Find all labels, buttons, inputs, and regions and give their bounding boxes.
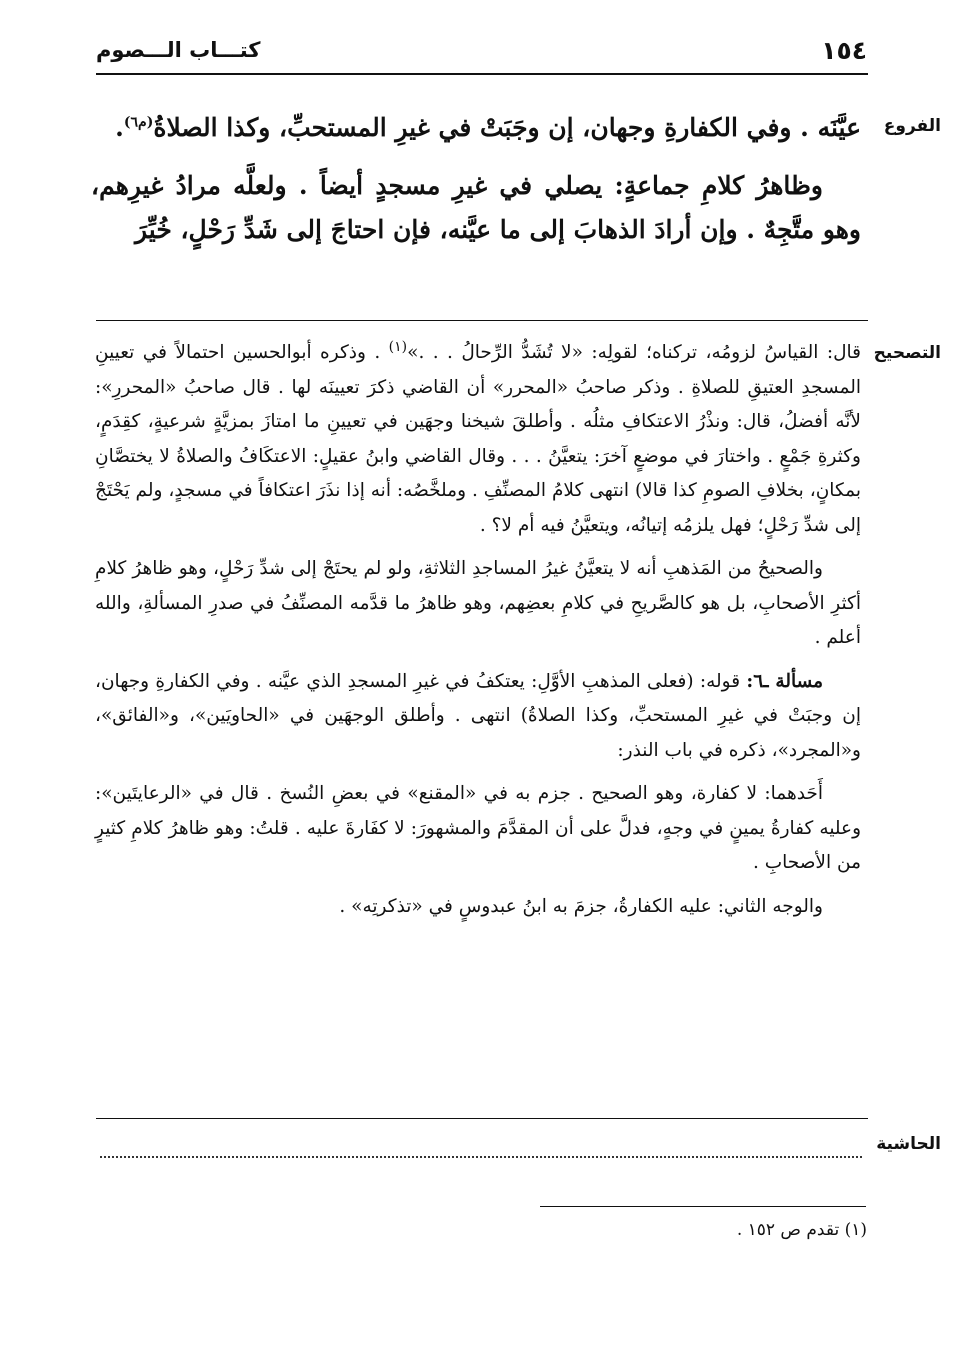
footnote-rule	[540, 1206, 866, 1207]
book-title: كتـــاب الـــصوم	[96, 38, 261, 62]
tashih-paragraph-3	[95, 665, 861, 769]
tashih-paragraph-1-a: قال: القياسُ لزومُه، تركناه؛ لقولِه: «لا تُشَدُّ الرِّحالُ . . .»	[407, 342, 861, 363]
hashiya-dotted-line	[100, 1156, 862, 1158]
tashih-paragraph-5: والوجه الثاني: عليه الكفارةُ، جزمَ به ابنُ عبدوسٍ في «تذكرتِه» .	[339, 895, 823, 917]
footnote: (١) تقدم ص ١٥٢ .	[736, 1220, 867, 1240]
tashih-text-block	[95, 336, 861, 924]
footnote-reference-marker: (١)	[388, 338, 408, 355]
furu-paragraph-1	[91, 106, 861, 150]
page-number: ١٥٤	[821, 36, 867, 65]
furu-paragraph-2: وظاهرُ كلامِ جماعةٍ: يصلي في غيرِ مسجدٍ أيضاً . ولعلَّه مرادُ غيرِهم، وهو متَّجِهٌ . وإن أرادَ الذهابَ إلى ما عيَّنه، فإن احتاجَ إلى شَدِّ رَحْلٍ، خُيِّرَ	[91, 171, 861, 244]
tashih-paragraph-1-b: . وذكره أبوالحسين احتمالاً في تعيينِ المسجدِ العتيقِ للصلاةِ . وذكر صاحبُ «المحرر» أن القاضي ذكرَ تعيينَه لها . قال صاحبُ «المحررِ»: لأنَّه أفضلُ، قال: ونذْرُ الاعتكافِ مثلُه . وأطلقَ شيخنا وجهَين في تعيينِ ما امتازَ بمزيَّةٍ شرعيةٍ، كقِدَمٍ، وكثرةِ جَمْعٍ . واختارَ في موضعٍ آخرَ: يتعيَّنُ . . . وقال القاضي وابنُ عقيلٍ: الاعتكَافُ والصلاةُ لا يختصَّانِ بمكانٍ، بخلافِ الصومِ كذا قالا) انتهى كلامُ المصنِّفِ . وملخَّصُه: أنه إذا نذَرَ اعتكافاً في مسجدٍ، ولم يَحْتَجْ إلى شدِّ رَحْلٍ؛ فهل يلزمُه إتيانُه، ويتعيَّنُ فيه أم لا؟ .	[95, 342, 861, 536]
header-rule	[96, 73, 868, 75]
furu-text-block	[91, 106, 861, 252]
masala-label: مسألة ـ٦:	[746, 670, 824, 692]
tashih-paragraph-1	[95, 336, 861, 543]
furu-reference-marker: (م٦)	[123, 114, 154, 131]
tashih-label: التصحيح	[873, 343, 941, 363]
tashih-paragraph-2: والصحيحُ من المَذهبِ أنه لا يتعيَّنُ غيرُ المساجدِ الثلاثةِ، ولو لم يحتَجْ إلى شدِّ رَحْلٍ، وهو ظاهرُ كلامِ أكثرِ الأصحابِ، بل هو كالصَّريحِ في كلامِ بعضِهم، وهو ظاهرُ ما قدَّمه المصنِّفُ في صدرِ المسألةِ، والله أعلم .	[95, 558, 861, 648]
furu-paragraph-1-text: عيَّنَه . وفي الكفارةِ وجهان، إن وجَبَتْ في غيرِ المستحبِّ، وكذا الصلاةُ	[153, 113, 861, 142]
furu-label: الفروع	[883, 116, 941, 136]
hashiya-divider	[96, 1118, 868, 1119]
tashih-paragraph-4: أَحَدهما: لا كفارة، وهو الصحيح . جزم به في «المقنع» في بعضِ النُسخ . قال في «الرعايتَين»: وعليه كفارةُ يمينٍ في وجهٍ، فدلَّ على أن المقدَّمَ والمشهورَ: لا كفَارةَ عليه . قلتُ: وهو ظاهرُ كلامِ كثيرٍ من الأصحابِ .	[95, 783, 861, 873]
masala-body: قوله: (فعلى المذهبِ الأوَّلِ: يعتكفُ في غيرِ المسجدِ الذي عيَّنه . وفي الكفارةِ وجهان، إن وجبَتْ في غيرِ المستحبِّ، وكذا الصلاةُ) انتهى . وأطلق الوجهَين في «الحاويَين»، و«الفائق»، و«المجرد»، ذكره في باب النذر:	[95, 670, 861, 761]
section-divider	[96, 320, 868, 321]
furu-paragraph-1-end: .	[115, 113, 124, 142]
hashiya-label: الحاشية	[876, 1134, 941, 1154]
